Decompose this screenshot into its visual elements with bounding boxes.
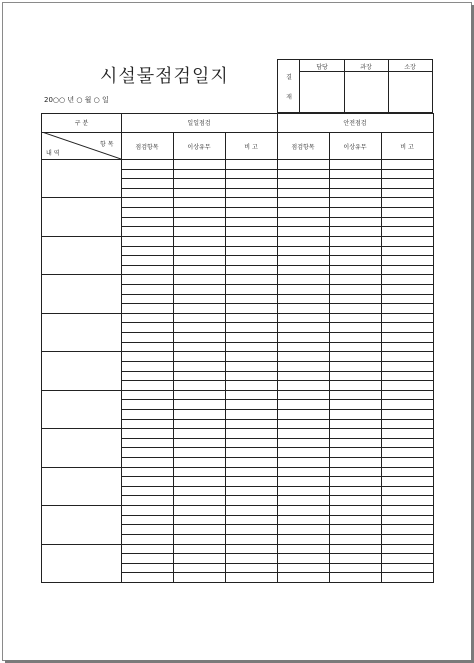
- section-divider: [42, 274, 433, 275]
- section-divider: [42, 428, 433, 429]
- approval-role-director: 소장: [404, 64, 416, 71]
- row-divider: [121, 207, 433, 208]
- row-divider: [121, 169, 433, 170]
- group-safety-inspection: 안전점검: [343, 120, 367, 127]
- approval-role-manager: 과장: [360, 64, 372, 71]
- row-divider: [121, 380, 433, 381]
- row-divider: [121, 534, 433, 535]
- approval-side: [278, 60, 300, 112]
- row-divider: [121, 486, 433, 487]
- row-divider: [121, 371, 433, 372]
- header-bottom-divider: [42, 159, 433, 160]
- row-divider: [121, 563, 433, 564]
- column-header: 이상유무: [187, 144, 211, 151]
- column-header: 비 고: [400, 144, 414, 151]
- column-header: 점검항목: [135, 144, 159, 151]
- row-divider: [121, 322, 433, 323]
- content-label: 내 역: [46, 150, 60, 157]
- section-divider: [42, 197, 433, 198]
- row-divider: [121, 332, 433, 333]
- column-header: 비 고: [244, 144, 258, 151]
- category-column-divider: [121, 114, 122, 582]
- category-header: 구 분: [74, 120, 89, 127]
- row-divider: [121, 457, 433, 458]
- item-label: 항 목: [100, 141, 114, 148]
- row-divider: [121, 572, 433, 573]
- row-divider: [121, 361, 433, 362]
- row-divider: [121, 217, 433, 218]
- row-divider: [121, 447, 433, 448]
- group-daily-inspection: 일일점검: [187, 120, 211, 127]
- row-divider: [121, 284, 433, 285]
- header-row-divider: [42, 132, 433, 133]
- approval-box: [277, 59, 433, 113]
- header-diagonal: [42, 132, 121, 159]
- row-divider: [121, 409, 433, 410]
- row-divider: [121, 246, 433, 247]
- section-divider: [42, 313, 433, 314]
- row-divider: [121, 255, 433, 256]
- section-divider: [42, 390, 433, 391]
- section-divider: [42, 544, 433, 545]
- row-divider: [121, 303, 433, 304]
- row-divider: [121, 495, 433, 496]
- row-divider: [121, 178, 433, 179]
- section-divider: [42, 236, 433, 237]
- row-divider: [121, 438, 433, 439]
- approval-role-staff: 담당: [316, 64, 328, 71]
- approval-side-label-2: 재: [286, 94, 292, 101]
- row-divider: [121, 294, 433, 295]
- row-divider: [121, 265, 433, 266]
- column-header: 이상유무: [343, 144, 367, 151]
- document-title: 시설물점검일지: [100, 66, 229, 87]
- row-divider: [121, 342, 433, 343]
- row-divider: [121, 524, 433, 525]
- section-divider: [42, 505, 433, 506]
- row-divider: [121, 188, 433, 189]
- section-divider: [42, 351, 433, 352]
- row-divider: [121, 419, 433, 420]
- row-divider: [121, 399, 433, 400]
- group-divider: [277, 114, 278, 582]
- row-divider: [121, 226, 433, 227]
- inspection-table: [41, 113, 434, 583]
- approval-side-label-1: 결: [286, 74, 292, 81]
- date-line: 20○○ 년 ○ 월 ○ 일: [44, 96, 109, 104]
- row-divider: [121, 553, 433, 554]
- row-divider: [121, 515, 433, 516]
- row-divider: [121, 476, 433, 477]
- column-header: 점검항목: [291, 144, 315, 151]
- section-divider: [42, 467, 433, 468]
